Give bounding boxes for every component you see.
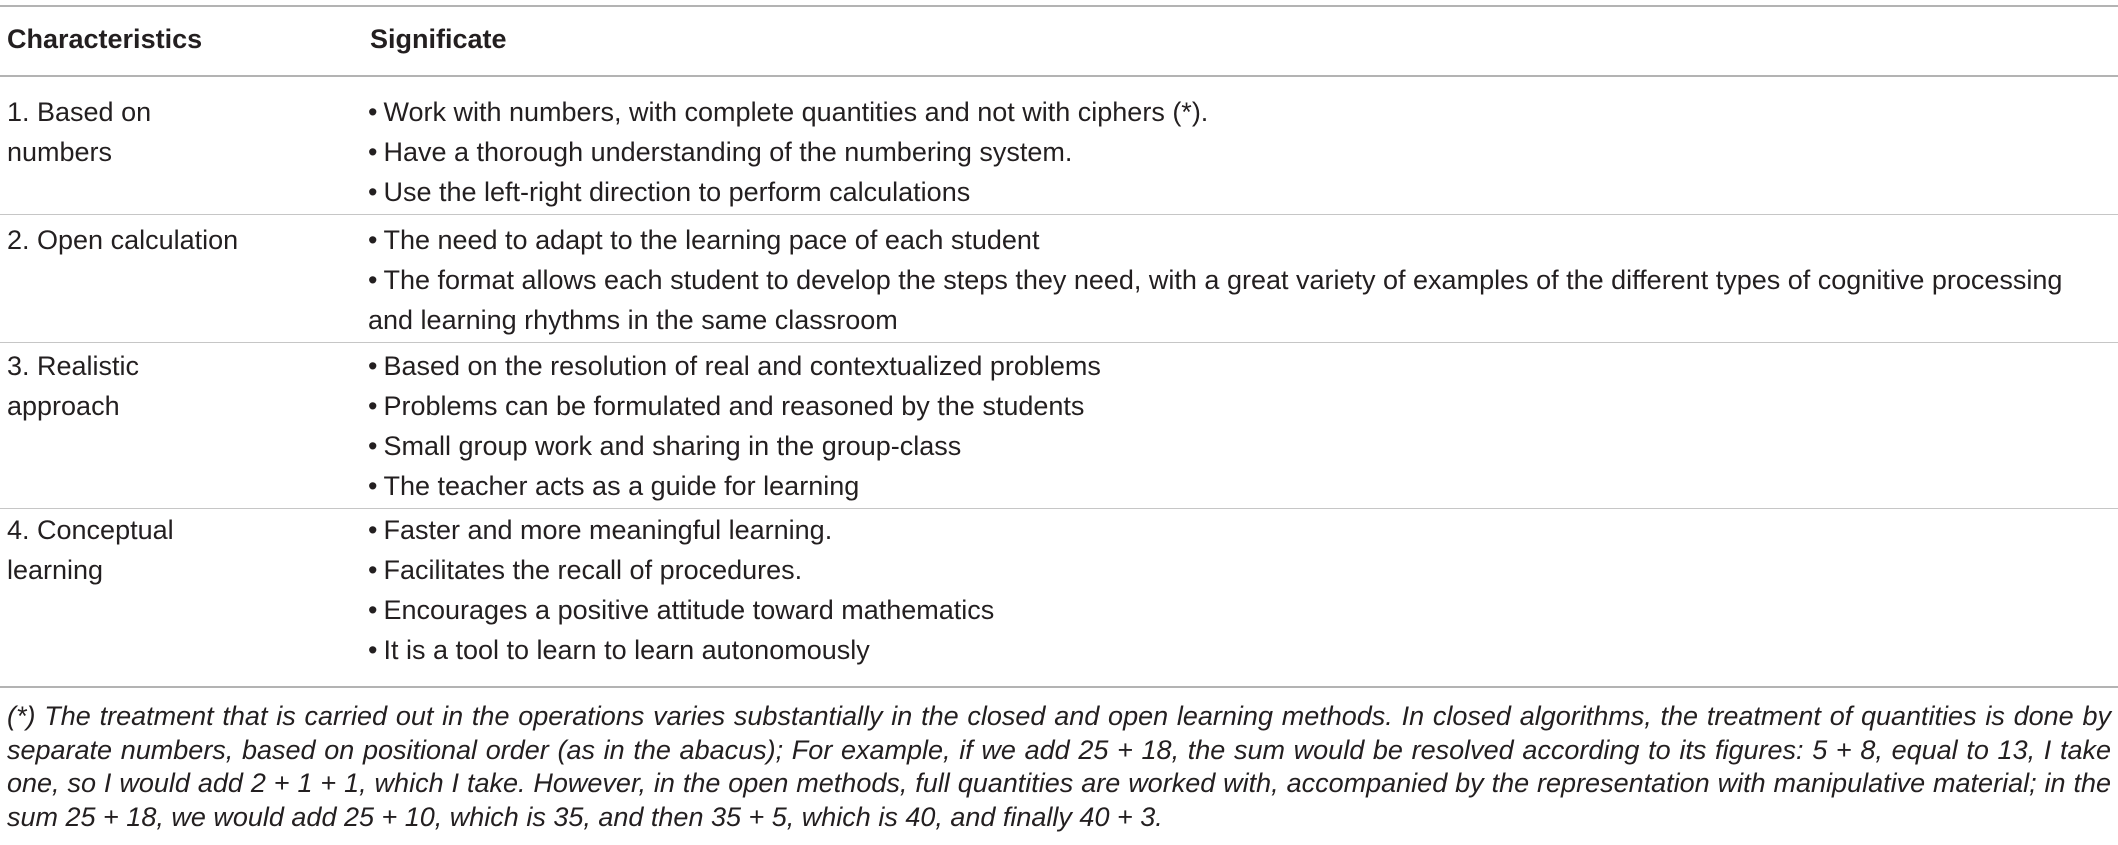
list-item xyxy=(368,92,2108,132)
list-item xyxy=(368,426,2108,466)
row-2-label xyxy=(7,220,337,260)
bullet-icon: • xyxy=(368,471,378,501)
table-footnote: (*) The treatment that is carried out in the operations varies substantially in the closed and open learning methods. In closed algorithms, the treatment of quantities is done by separate numbers, based on positional order (as in the abacus); For example, if we add 25 + 18, the sum would be resolved according to its figures: 5 + 8, equal to 13, I take one, so I would add 2 + 1 + 1, which I take. However, in the open methods, full quantities are worked with, accompanied by the representation with manipulative material; in the sum 25 + 18, we would add 25 + 10, which is 35, and then 35 + 5, which is 40, and finally 40 + 3. xyxy=(7,701,2111,832)
bullet-icon: • xyxy=(368,555,378,585)
header-significate: Significate xyxy=(370,24,507,54)
bullet-icon: • xyxy=(368,595,378,625)
bullet-icon: • xyxy=(368,265,378,295)
bullet-icon: • xyxy=(368,391,378,421)
row-1-label xyxy=(7,92,337,172)
table-top-rule xyxy=(0,5,2118,7)
row-2-item-2: The format allows each student to develop the steps they need, with a great variety of examples of the different types of cognitive processing and learning rhythms in the same classroom xyxy=(368,265,2063,335)
row-3-label xyxy=(7,346,337,426)
list-item xyxy=(368,590,2108,630)
row-1-item-1: Work with numbers, with complete quantities and not with ciphers (*). xyxy=(383,97,1209,127)
row-3-item-4: The teacher acts as a guide for learning xyxy=(383,471,860,501)
bullet-icon: • xyxy=(368,351,378,381)
row-4-item-2: Facilitates the recall of procedures. xyxy=(383,555,803,585)
table-bottom-rule xyxy=(0,686,2118,688)
row-1-items xyxy=(368,92,2108,212)
row-3-item-2: Problems can be formulated and reasoned by the students xyxy=(383,391,1085,421)
row-4-item-4: It is a tool to learn to learn autonomously xyxy=(383,635,870,665)
row-4-items xyxy=(368,510,2108,670)
list-item xyxy=(368,550,2108,590)
row-4-label xyxy=(7,510,337,590)
row-3-item-1: Based on the resolution of real and contextualized problems xyxy=(383,351,1101,381)
list-item xyxy=(368,220,2108,260)
row-2-item-1: The need to adapt to the learning pace of each student xyxy=(383,225,1040,255)
list-item xyxy=(368,346,2108,386)
header-characteristics: Characteristics xyxy=(7,24,203,54)
row-1-item-3: Use the left-right direction to perform calculations xyxy=(383,177,971,207)
list-item xyxy=(368,466,2108,506)
row-3-label-line-2: approach xyxy=(7,391,120,421)
list-item xyxy=(368,172,2108,212)
row-2-items xyxy=(368,220,2108,340)
bullet-icon: • xyxy=(368,225,378,255)
bullet-icon: • xyxy=(368,431,378,461)
bullet-icon: • xyxy=(368,177,378,207)
row-4-label-line-2: learning xyxy=(7,555,104,585)
row-1-label-line-1: 1. Based on xyxy=(7,97,152,127)
row-4-item-3: Encourages a positive attitude toward mathematics xyxy=(383,595,995,625)
row-1-item-2: Have a thorough understanding of the numbering system. xyxy=(383,137,1073,167)
row-divider xyxy=(0,508,2118,509)
row-1-label-line-2: numbers xyxy=(7,137,113,167)
list-item xyxy=(368,386,2108,426)
list-item xyxy=(368,510,2108,550)
row-2-label-line-1: 2. Open calculation xyxy=(7,225,239,255)
bullet-icon: • xyxy=(368,137,378,167)
row-3-label-line-1: 3. Realistic xyxy=(7,351,140,381)
row-4-label-line-1: 4. Conceptual xyxy=(7,515,174,545)
row-4-item-1: Faster and more meaningful learning. xyxy=(383,515,833,545)
header-rule xyxy=(0,75,2118,77)
row-divider xyxy=(0,342,2118,343)
bullet-icon: • xyxy=(368,515,378,545)
row-3-item-3: Small group work and sharing in the group-class xyxy=(383,431,962,461)
row-divider xyxy=(0,214,2118,215)
row-3-items xyxy=(368,346,2108,506)
list-item xyxy=(368,260,2108,340)
bullet-icon: • xyxy=(368,635,378,665)
list-item xyxy=(368,132,2108,172)
bullet-icon: • xyxy=(368,97,378,127)
list-item xyxy=(368,630,2108,670)
